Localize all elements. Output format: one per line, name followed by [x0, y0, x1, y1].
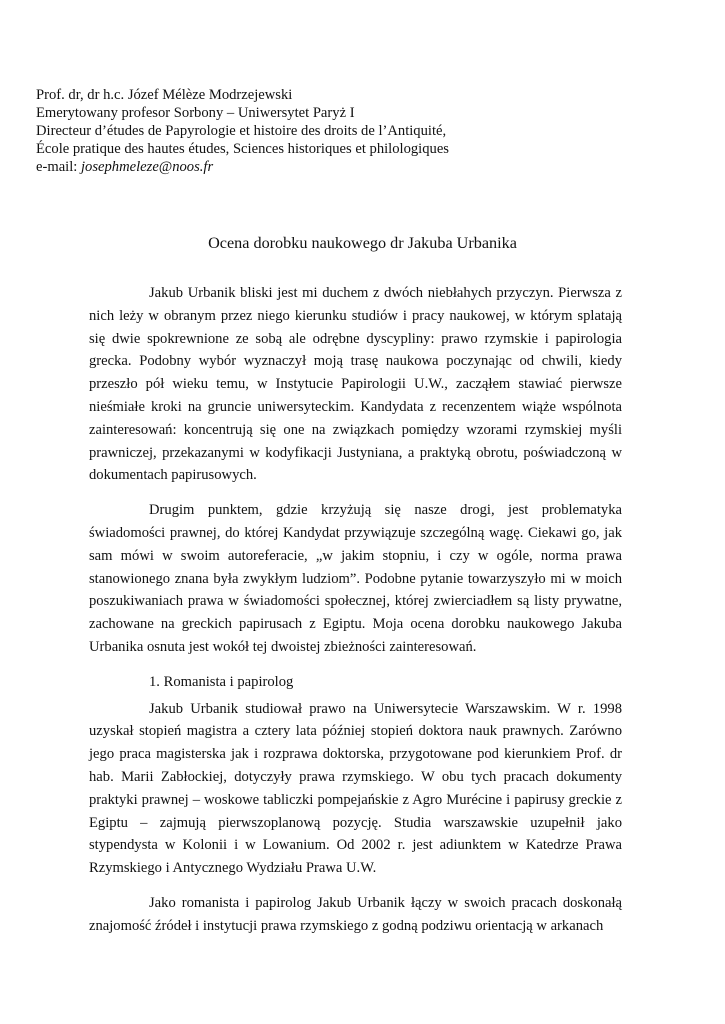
paragraph-intro: Jakub Urbanik bliski jest mi duchem z dwóch niebłahych przyczyn. Pierwsza z nich leży w obranym przez niego kierunku studiów i pracy naukowej, w którym splatają się dwie spokrewnione ze sobą ale odrębne dyscypliny: prawo rzymskie i papirologia grecka. Podobny wybór wyznaczył moją trasę naukowa poczynając od chwili, kiedy przeszło pół wieku temu, w Instytucie Papirologii U.W., zacząłem stawiać pierwsze nieśmiałe kroki na gruncie uniwersyteckim. Kandydata z recenzentem wiąże wspólnota zainteresowań: koncentrują się one na związkach pomiędzy wzorami rzymskiej myśli prawniczej, przekazanymi w kodyfikacji Justyniana, a praktyką obrotu, poświadczoną w dokumentach papirusowych. — [89, 285, 622, 484]
author-title-line: Directeur d’études de Papyrologie et histoire des droits de l’Antiquité, — [36, 123, 447, 139]
paragraph-romanist-papyrologist: Jako romanista i papirolog Jakub Urbanik łączy w swoich pracach doskonałą znajomość źródeł i instytucji prawa rzymskiego z godną podziwu orientacją w arkanach — [89, 894, 622, 934]
document-body — [89, 282, 622, 938]
email-label: e-mail: — [36, 159, 81, 175]
author-position-line: Emerytowany profesor Sorbony – Uniwersytet Paryż I — [36, 105, 355, 121]
author-name-line: Prof. dr, dr h.c. Józef Mélèze Modrzejewski — [36, 87, 293, 103]
email-address: josephmeleze@noos.fr — [80, 159, 214, 175]
paragraph-education: Jakub Urbanik studiował prawo na Uniwersytecie Warszawskim. W r. 1998 uzyskał stopień magistra a cztery lata później stopień doktora nauk prawnych. Zarówno jego praca magisterska jak i rozprawa doktorska, przygotowane pod kierunkiem Prof. dr hab. Marii Zabłockiej, dotyczyły prawa rzymskiego. W obu tych pracach dokumenty praktyki prawnej – woskowe tabliczki pompejańskie z Agro Murécine i papirusy greckie z Egiptu – zajmują pierwszoplanową pozycję. Studia warszawskie uzupełnił jako stypendysta w Kolonii i w Lowanium. Od 2002 r. jest adiunktem w Katedrze Prawa Rzymskiego i Antycznego Wydziału Prawa U.W. — [89, 700, 622, 877]
author-email-line — [36, 158, 676, 176]
document-title: Ocena dorobku naukowego dr Jakuba Urbanika — [208, 234, 517, 252]
author-institution-line: École pratique des hautes études, Sciences historiques et philologiques — [36, 141, 449, 157]
author-header — [36, 86, 676, 176]
paragraph-legal-awareness: Drugim punktem, gdzie krzyżują się nasze drogi, jest problematyka świadomości prawnej, do której Kandydat przywiązuje szczególną wagę. Ciekawi go, jak sam mówi w swoim autoreferacie, „w jakim stopniu, i czy w ogóle, norma prawa stanowionego znana była zwykłym ludziom”. Podobne pytanie towarzyszyło mi w moich poszukiwaniach prawa w świadomości społecznej, której zwierciadłem są listy prywatne, zachowane na greckich papirusach z Egiptu. Moja ocena dorobku naukowego Jakuba Urbanika osnuta jest wokół tej dwoistej zbieżności zainteresowań. — [89, 502, 622, 655]
section-heading: 1. Romanista i papirolog — [149, 673, 294, 690]
